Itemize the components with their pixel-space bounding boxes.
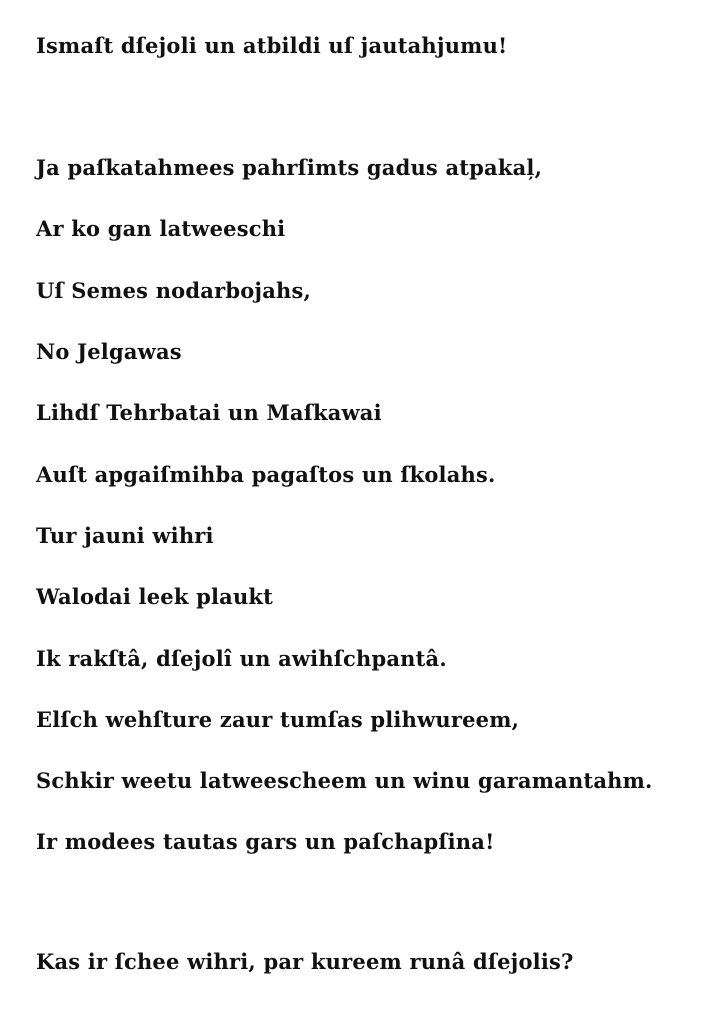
poem-line: Walodai leek plaukt — [36, 584, 274, 609]
poem-line: Ir modees tautas gars un paſchapſina! — [36, 829, 495, 854]
poem-line: Tur jauni wihri — [36, 523, 214, 548]
poem-line: Schkir weetu latweescheem un winu garamantahm. — [36, 768, 653, 793]
poem-line: Auſt apgaiſmihba pagaſtos un ſkolahs. — [36, 462, 496, 487]
poem-line: Ja paſkatahmees pahrſimts gadus atpakaļ, — [36, 155, 543, 180]
question-line: Kas ir ſchee wihri, par kureem runâ dſejolis? — [36, 949, 574, 974]
poem-line: Uſ Semes nodarbojahs, — [36, 278, 312, 303]
poem-line: Lihdſ Tehrbatai un Maſkawai — [36, 400, 382, 425]
poem-line: Ar ko gan latweeschi — [36, 216, 286, 241]
heading-line: Ismaſt dſejoli un atbildi uſ jautahjumu! — [36, 33, 508, 58]
poem-line: No Jelgawas — [36, 339, 182, 364]
poem-line: Elſch wehſture zaur tumſas plihwureem, — [36, 707, 520, 732]
poem-line: Ik rakſtâ, dſejolî un awihſchpantâ. — [36, 646, 447, 671]
